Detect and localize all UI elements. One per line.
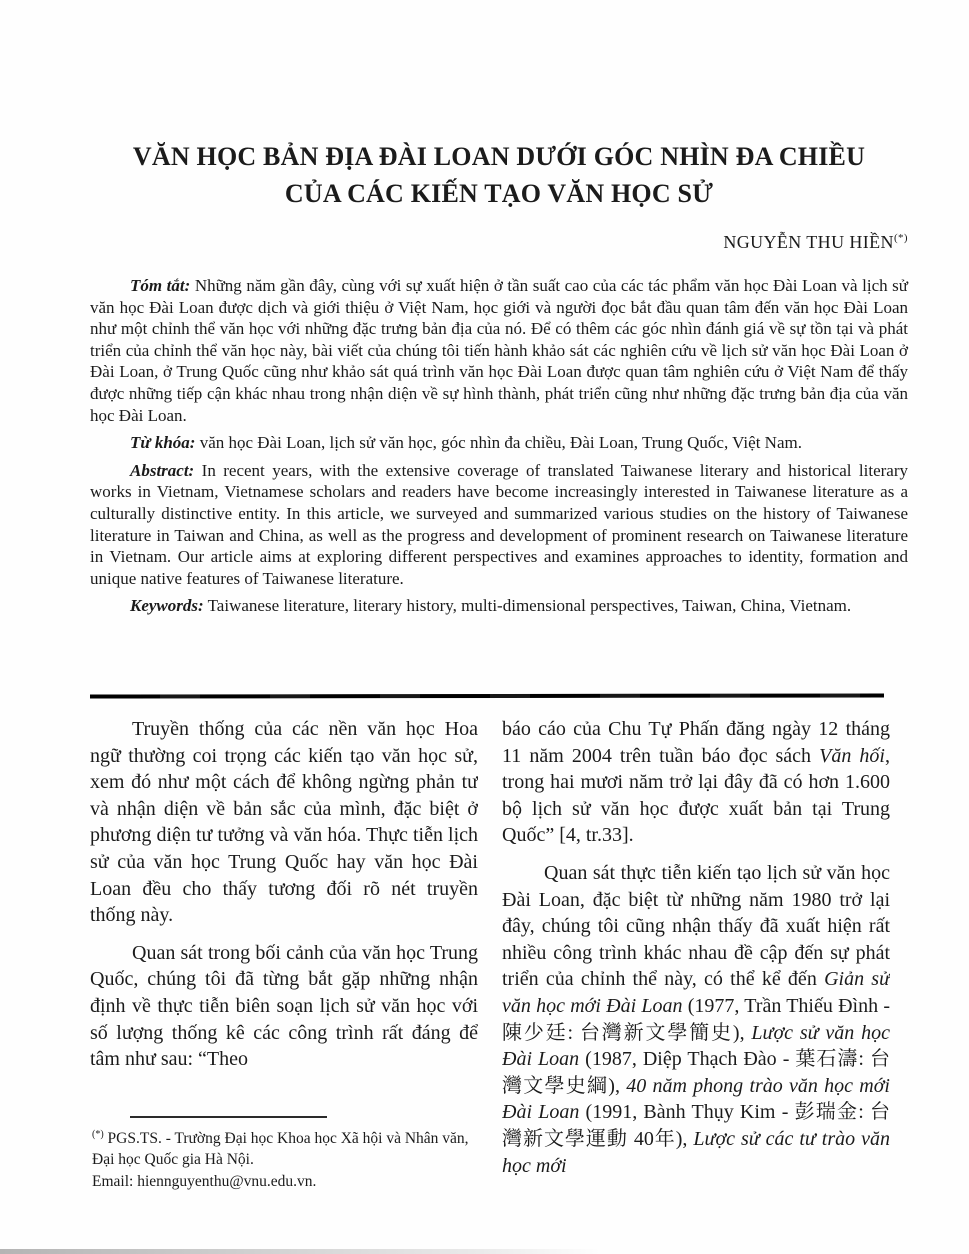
abstract-vi-text: Những năm gần đây, cùng với sự xuất hiện ở tần suất cao của các tác phẩm văn học Đài Loan và lịch sử văn học Đài Loan được dịch và giới thiệu ở Việt Nam, học giới và người đọc bắt đầu quan tâm đến văn học Đài Loan như một chỉnh thể văn học với những đặc trưng bản địa của nó. Để có thêm các góc nhìn đánh giá về sự tồn tại và phát triển của chỉnh thể văn học này, bài viết của chúng tôi tiến hành khảo sát các nghiên cứu về lịch sử văn học Đài Loan ở Đài Loan, ở Trung Quốc cũng như khảo sát quá trình văn học Đài Loan được quan tâm nghiên cứu ở Việt Nam để thấy được những tiếp cận khác nhau trong nhận diện về sự hình thành, phát triển cũng như những đặc trưng bản địa của văn học Đài Loan. xyxy=(90,276,908,425)
abstract-en-paragraph xyxy=(90,460,908,590)
section-divider xyxy=(90,693,884,698)
footnote-separator xyxy=(130,1116,327,1118)
article-title-line-1: VĂN HỌC BẢN ĐỊA ĐÀI LOAN DƯỚI GÓC NHÌN ĐA CHIỀU xyxy=(132,142,866,171)
body-paragraph: báo cáo của Chu Tự Phấn đăng ngày 12 tháng 11 năm 2004 trên tuần báo đọc sách Văn hối, trong hai mươi năm trở lại đây đã có hơn 1.600 bộ lịch sử văn học được xuất bản tại Trung Quốc” [4, tr.33]. xyxy=(502,718,890,847)
keywords-vi-text: văn học Đài Loan, lịch sử văn học, góc nhìn đa chiều, Đài Loan, Trung Quốc, Việt Nam. xyxy=(195,433,802,453)
article-content xyxy=(90,138,908,623)
body-column-left xyxy=(90,716,478,1108)
body-paragraph: Truyền thống của các nền văn học Hoa ngữ thường coi trọng các kiến tạo văn học sử, xem đó như một cách để không ngừng phản tư và nhận diện về bản sắc của mình, đặc biệt ở phương diện tư tưởng và văn hóa. Thực tiễn lịch sử của văn học Trung Quốc hay văn học Đài Loan đều cho thấy tương đối rõ nét truyền thống này. xyxy=(90,718,478,927)
footnote xyxy=(92,1108,488,1192)
footnote-text-block xyxy=(92,1124,488,1193)
keywords-vi-label: Từ khóa: xyxy=(130,433,196,453)
article-title xyxy=(90,138,908,212)
footnote-email: Email: hiennguyenthu@vnu.edu.vn. xyxy=(92,1172,317,1190)
abstract-en-text: In recent years, with the extensive coverage of translated Taiwanese literary and historical literary works in Vietnam, Vietnamese scholars and readers have become increasingly interested in Taiwanese literature as a culturally distinctive entity. In this article, we surveyed and summarized various studies on the history of Taiwanese literature in Taiwan and China, as well as the progress and development of prominent research on Taiwanese literature in Vietnam. Our article aims at exploring different perspectives and examines approaches to identity, formation and unique native features of Taiwanese literature. xyxy=(90,460,908,588)
keywords-en-text: Taiwanese literature, literary history, multi-dimensional perspectives, Taiwan, China, Vietnam. xyxy=(203,596,852,616)
abstract-en-label: Abstract: xyxy=(130,460,195,480)
body-paragraph: Quan sát trong bối cảnh của văn học Trung Quốc, chúng tôi đã từng bắt gặp những nhận định về thực tiễn biên soạn lịch sử văn học với số lượng thống kê các công trình rất đáng để tâm như sau: “Theo xyxy=(90,941,478,1071)
keywords-en-paragraph xyxy=(90,595,908,617)
body-column-right xyxy=(502,716,890,1190)
abstract-vi-paragraph xyxy=(90,275,908,426)
footnote-text: PGS.TS. - Trường Đại học Khoa học Xã hội và Nhân văn, Đại học Quốc gia Hà Nội. xyxy=(92,1129,469,1169)
body-paragraph: Quan sát thực tiễn kiến tạo lịch sử văn học Đài Loan, đặc biệt từ những năm 1980 trở lại đây, chúng tôi cũng nhận thấy đã xuất hiện rất nhiều công trình khác nhau đề cập đến sự phát triển của chỉnh thể này, có thể kể đến Giản sử văn học mới Đài Loan (1977, Trần Thiếu Đình - 陳少廷: 台灣新文學簡史), Lược sử văn học Đài Loan (1987, Diệp Thạch Đào - 葉石濤: 台灣文學史綱), 40 năm phong trào văn học mới Đài Loan (1991, Bành Thụy Kim - 彭瑞金: 台灣新文學運動 40年), Lược sử các tư trào văn học mới xyxy=(502,861,890,1177)
scan-bottom-shadow xyxy=(0,1249,601,1254)
keywords-vi-paragraph xyxy=(90,432,908,454)
author-footnote-marker: (*) xyxy=(893,232,908,244)
author-name: NGUYỄN THU HIỀN xyxy=(723,232,894,252)
footnote-marker: (*) xyxy=(92,1128,104,1140)
keywords-en-label: Keywords: xyxy=(130,596,204,616)
article-title-line-2: CỦA CÁC KIẾN TẠO VĂN HỌC SỬ xyxy=(284,179,714,208)
abstract-vi-label: Tóm tắt: xyxy=(130,276,191,295)
abstract-block xyxy=(90,275,908,617)
author-line xyxy=(90,232,908,253)
